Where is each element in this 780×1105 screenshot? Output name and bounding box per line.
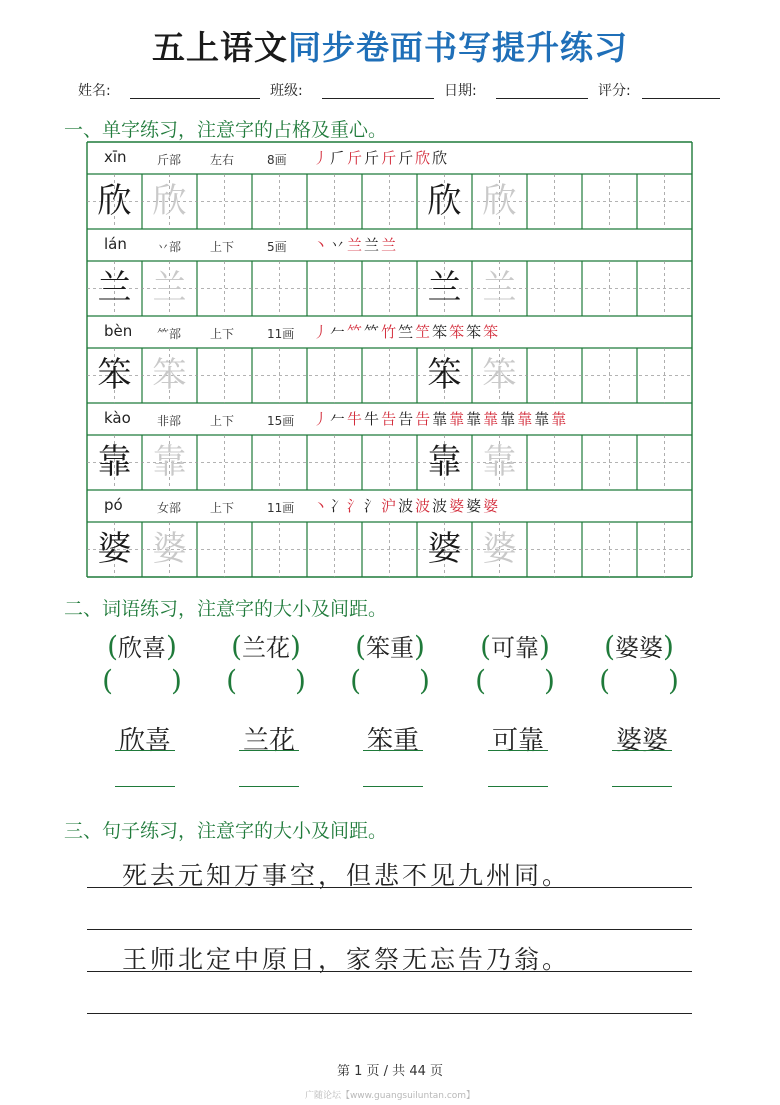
stroke-step: 竺	[398, 323, 416, 341]
character-grid	[87, 142, 692, 581]
trace-char: 笨	[482, 355, 517, 395]
trace-char: 婆	[152, 529, 187, 569]
model-char-cell[interactable]	[417, 261, 472, 316]
sentence-2-line[interactable]	[87, 971, 692, 972]
stroke-step: 笨	[432, 323, 450, 341]
stroke-step: 欣	[432, 149, 450, 167]
page-number: 第 1 页 / 共 44 页	[337, 1064, 443, 1079]
stroke-count: 5画	[267, 240, 287, 254]
sentence-1-line[interactable]	[87, 887, 692, 888]
stroke-step: 冫	[330, 497, 348, 515]
stroke-step: 丶	[313, 236, 331, 254]
stroke-step: 丿	[313, 149, 331, 167]
stroke-step: 斤	[364, 149, 382, 167]
word-model: 欣喜	[118, 726, 171, 756]
word-model-underline	[239, 750, 299, 751]
trace-char-cell[interactable]	[142, 435, 197, 490]
stroke-order	[313, 147, 449, 168]
pinyin-blank[interactable]: ( )	[102, 664, 182, 697]
word-model: 可靠	[491, 726, 544, 756]
stroke-step: 波	[398, 497, 416, 515]
structure: 上下	[210, 501, 235, 515]
word-write-line[interactable]	[612, 786, 672, 787]
model-char-cell[interactable]	[87, 348, 142, 403]
stroke-step: 𥫗	[347, 323, 365, 341]
stroke-step: 笨	[449, 323, 467, 341]
word-write-line[interactable]	[115, 786, 175, 787]
structure: 左右	[210, 153, 235, 167]
class-label: 班级:	[270, 83, 303, 99]
stroke-step: 沪	[381, 497, 399, 515]
char-info-row	[87, 490, 692, 522]
model-char-cell[interactable]	[417, 435, 472, 490]
date-label: 日期:	[444, 83, 477, 99]
stroke-step: 𠂉	[330, 323, 348, 341]
stroke-step: 靠	[466, 410, 484, 428]
stroke-step: 靠	[449, 410, 467, 428]
trace-char-cell[interactable]	[142, 522, 197, 577]
model-char-cell[interactable]	[417, 174, 472, 229]
section-heading-1: 一、单字练习，注意字的占格及重心。	[64, 119, 388, 141]
word-text: 可靠	[491, 634, 539, 662]
sentence-1: 死去元知万事空，但悲不见九州同。	[122, 861, 571, 890]
structure: 上下	[210, 240, 235, 254]
stroke-order	[313, 495, 500, 516]
pinyin-blank[interactable]: ( )	[350, 664, 430, 697]
radical: 丷部	[157, 240, 182, 254]
section-heading-3: 三、句子练习，注意字的大小及间距。	[64, 820, 388, 842]
sentence-2-blank-line[interactable]	[87, 1013, 692, 1014]
stroke-step: 婆	[449, 497, 467, 515]
model-char: 欣	[427, 181, 462, 221]
radical: 斤部	[157, 153, 182, 167]
model-char: 婆	[97, 529, 132, 569]
stroke-step: 婆	[466, 497, 484, 515]
word-write-line[interactable]	[239, 786, 299, 787]
word-write-line[interactable]	[488, 786, 548, 787]
trace-char: 婆	[482, 529, 517, 569]
pinyin: bèn	[104, 322, 133, 340]
word-text: 欣喜	[118, 634, 166, 662]
char-info-row	[87, 316, 692, 348]
trace-char-cell[interactable]	[472, 174, 527, 229]
trace-char-cell[interactable]	[472, 261, 527, 316]
stroke-order	[313, 234, 398, 255]
watermark: 广随论坛【www.guangsuiluntan.com】	[304, 1091, 476, 1101]
pinyin: pó	[104, 496, 123, 514]
pinyin-blank[interactable]: ( )	[475, 664, 555, 697]
char-info-row	[87, 142, 692, 174]
word-text: 兰花	[242, 634, 290, 662]
stroke-step: 告	[381, 410, 399, 428]
stroke-step: 欣	[415, 149, 433, 167]
word-prompt: (笨重)	[355, 630, 425, 663]
stroke-step: 靠	[551, 410, 569, 428]
sentence-2: 王师北定中原日，家祭无忘告乃翁。	[122, 945, 571, 974]
stroke-step: 兰	[364, 236, 382, 254]
model-char-cell[interactable]	[87, 522, 142, 577]
word-model-underline	[115, 750, 175, 751]
word-model: 兰花	[242, 726, 295, 756]
stroke-step: 告	[415, 410, 433, 428]
structure: 上下	[210, 414, 235, 428]
radical: ⺮部	[157, 327, 182, 341]
word-model: 笨重	[366, 726, 419, 756]
stroke-step: 波	[432, 497, 450, 515]
stroke-step: 婆	[483, 497, 501, 515]
stroke-step: 牛	[347, 410, 365, 428]
trace-char: 兰	[482, 268, 517, 308]
pinyin: kào	[104, 409, 131, 427]
title-part2: 同步卷面书写提升练习	[288, 28, 628, 67]
word-text: 笨重	[366, 634, 414, 662]
char-info-row	[87, 403, 692, 435]
trace-char: 靠	[152, 442, 187, 482]
word-prompt: (婆婆)	[604, 630, 674, 663]
trace-char: 笨	[152, 355, 187, 395]
pinyin: xīn	[104, 148, 127, 166]
model-char: 兰	[427, 268, 462, 308]
word-write-line[interactable]	[363, 786, 423, 787]
stroke-step: 靠	[483, 410, 501, 428]
stroke-count: 8画	[267, 153, 287, 167]
model-char-cell[interactable]	[87, 435, 142, 490]
model-char: 靠	[427, 442, 462, 482]
stroke-step: 斤	[398, 149, 416, 167]
model-char-cell[interactable]	[417, 522, 472, 577]
stroke-count: 15画	[267, 414, 295, 428]
word-model-underline	[363, 750, 423, 751]
stroke-step: 兰	[381, 236, 399, 254]
stroke-step: 牛	[364, 410, 382, 428]
stroke-step: 丶	[313, 497, 331, 515]
stroke-step: 斤	[381, 149, 399, 167]
stroke-step: 𠂉	[330, 410, 348, 428]
word-model: 婆婆	[615, 726, 668, 756]
stroke-step: 𥫗	[364, 323, 382, 341]
stroke-step: 波	[415, 497, 433, 515]
stroke-step: 氵	[347, 497, 365, 515]
trace-char-cell[interactable]	[472, 435, 527, 490]
word-prompt: (可靠)	[480, 630, 550, 663]
sentence-1-blank-line[interactable]	[87, 929, 692, 930]
trace-char-cell[interactable]	[472, 522, 527, 577]
model-char: 笨	[427, 355, 462, 395]
stroke-count: 11画	[267, 327, 295, 341]
stroke-step: 竹	[381, 323, 399, 341]
model-char: 笨	[97, 355, 132, 395]
stroke-step: 告	[398, 410, 416, 428]
model-char-cell[interactable]	[417, 348, 472, 403]
stroke-step: 笁	[415, 323, 433, 341]
model-char: 兰	[97, 268, 132, 308]
stroke-step: 丷	[330, 236, 348, 254]
stroke-order	[313, 408, 568, 429]
trace-char: 欣	[482, 181, 517, 221]
section-heading-2: 二、词语练习，注意字的大小及间距。	[64, 598, 388, 620]
stroke-step: 靠	[500, 410, 518, 428]
name-label: 姓名:	[78, 83, 111, 99]
word-prompt: (欣喜)	[107, 630, 177, 663]
stroke-step: 靠	[432, 410, 450, 428]
trace-char-cell[interactable]	[142, 348, 197, 403]
trace-char: 兰	[152, 268, 187, 308]
stroke-count: 11画	[267, 501, 295, 515]
char-info-row	[87, 229, 692, 261]
stroke-step: 丿	[313, 323, 331, 341]
model-char-cell[interactable]	[87, 261, 142, 316]
radical: 女部	[157, 501, 182, 515]
pinyin-blank[interactable]: ( )	[599, 664, 679, 697]
stroke-step: 氵	[364, 497, 382, 515]
stroke-step: 丿	[313, 410, 331, 428]
stroke-step: 斤	[347, 149, 365, 167]
structure: 上下	[210, 327, 235, 341]
trace-char-cell[interactable]	[142, 174, 197, 229]
model-char: 靠	[97, 442, 132, 482]
model-char-cell[interactable]	[87, 174, 142, 229]
stroke-step: 靠	[534, 410, 552, 428]
stroke-step: 兰	[347, 236, 365, 254]
stroke-step: 靠	[517, 410, 535, 428]
pinyin: lán	[104, 235, 127, 253]
trace-char: 靠	[482, 442, 517, 482]
radical: 非部	[157, 414, 182, 428]
trace-char-cell[interactable]	[142, 261, 197, 316]
title-part1: 五上语文	[152, 28, 288, 67]
stroke-step: 笨	[483, 323, 501, 341]
trace-char-cell[interactable]	[472, 348, 527, 403]
stroke-step: 笨	[466, 323, 484, 341]
stroke-step: 𠂆	[330, 149, 348, 167]
stroke-order	[313, 321, 500, 342]
model-char: 欣	[97, 181, 132, 221]
word-model-underline	[488, 750, 548, 751]
model-char: 婆	[427, 529, 462, 569]
word-prompt: (兰花)	[231, 630, 301, 663]
word-text: 婆婆	[615, 634, 663, 662]
pinyin-blank[interactable]: ( )	[226, 664, 306, 697]
trace-char: 欣	[152, 181, 187, 221]
word-model-underline	[612, 750, 672, 751]
score-label: 评分:	[598, 83, 631, 99]
